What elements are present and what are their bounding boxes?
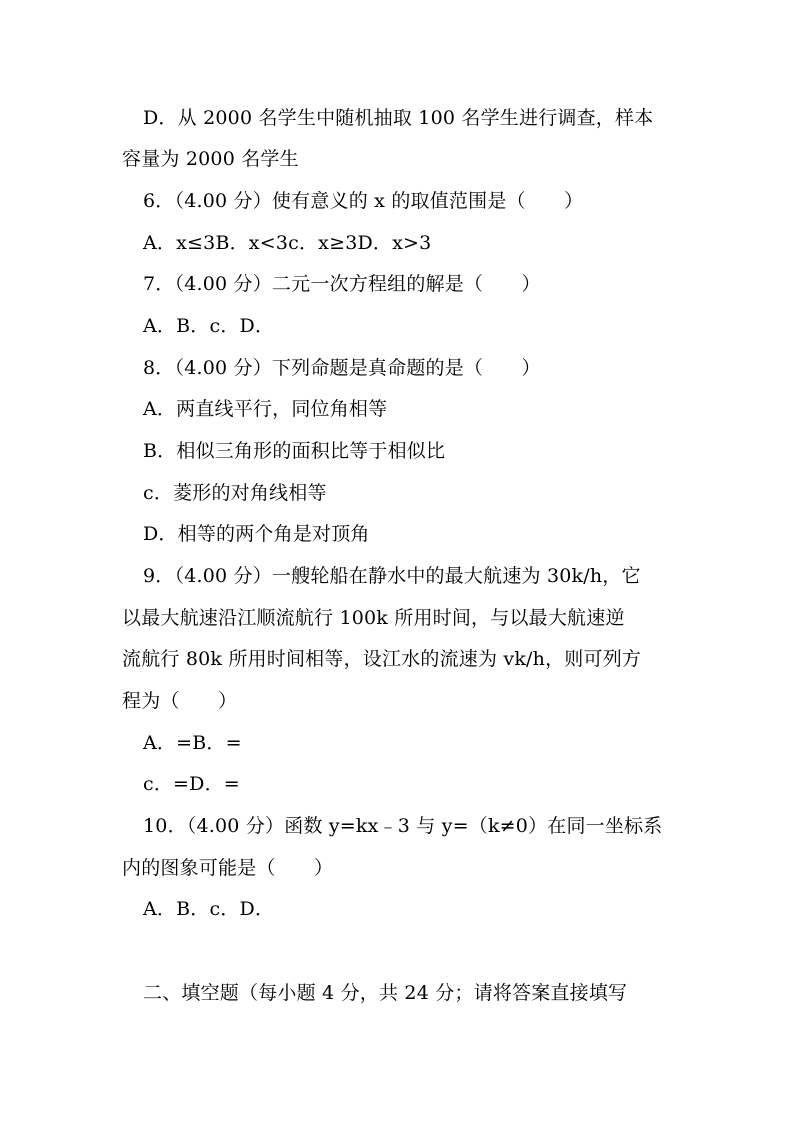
question-9-stem-line1: 9．（4.00 分）一艘轮船在静水中的最大航速为 30k/h，它 (143, 565, 641, 587)
question-6-options: A．x≤3B．x<3c．x≥3D．x>3 (143, 232, 432, 254)
question-7-options: A．B．c．D． (143, 315, 275, 337)
question-8-option-d: D．相等的两个角是对顶角 (143, 523, 370, 545)
question-8-option-c: c．菱形的对角线相等 (143, 482, 327, 504)
question-9-stem-line2: 以最大航速沿江顺流航行 100k 所用时间，与以最大航速逆 (122, 607, 625, 629)
question-9-stem-line3: 流航行 80k 所用时间相等，设江水的流速为 vk/h，则可列方 (122, 648, 642, 670)
question-6-stem: 6．（4.00 分）使有意义的 x 的取值范围是（ ） (143, 190, 584, 212)
option-5d-line2: 容量为 2000 名学生 (122, 148, 299, 170)
section-2-heading: 二、填空题（每小题 4 分，共 24 分；请将答案直接填写 (143, 982, 628, 1004)
question-9-options-cd: c．=D．= (143, 773, 240, 795)
question-10-options: A．B．c．D． (143, 898, 275, 920)
question-7-stem: 7．（4.00 分）二元一次方程组的解是（ ） (143, 273, 541, 295)
question-10-stem-line1: 10．（4.00 分）函数 y=kx﹣3 与 y=（k≠0）在同一坐标系 (143, 815, 663, 837)
question-9-options-ab: A．=B．= (143, 732, 242, 754)
question-10-stem-line2: 内的图象可能是（ ） (122, 857, 334, 879)
question-9-stem-line4: 程为（ ） (122, 690, 238, 712)
question-8-stem: 8．（4.00 分）下列命题是真命题的是（ ） (143, 357, 541, 379)
option-5d-line1: D．从 2000 名学生中随机抽取 100 名学生进行调查，样本 (143, 107, 654, 129)
question-8-option-b: B．相似三角形的面积比等于相似比 (143, 440, 446, 462)
question-8-option-a: A．两直线平行，同位角相等 (143, 398, 388, 420)
